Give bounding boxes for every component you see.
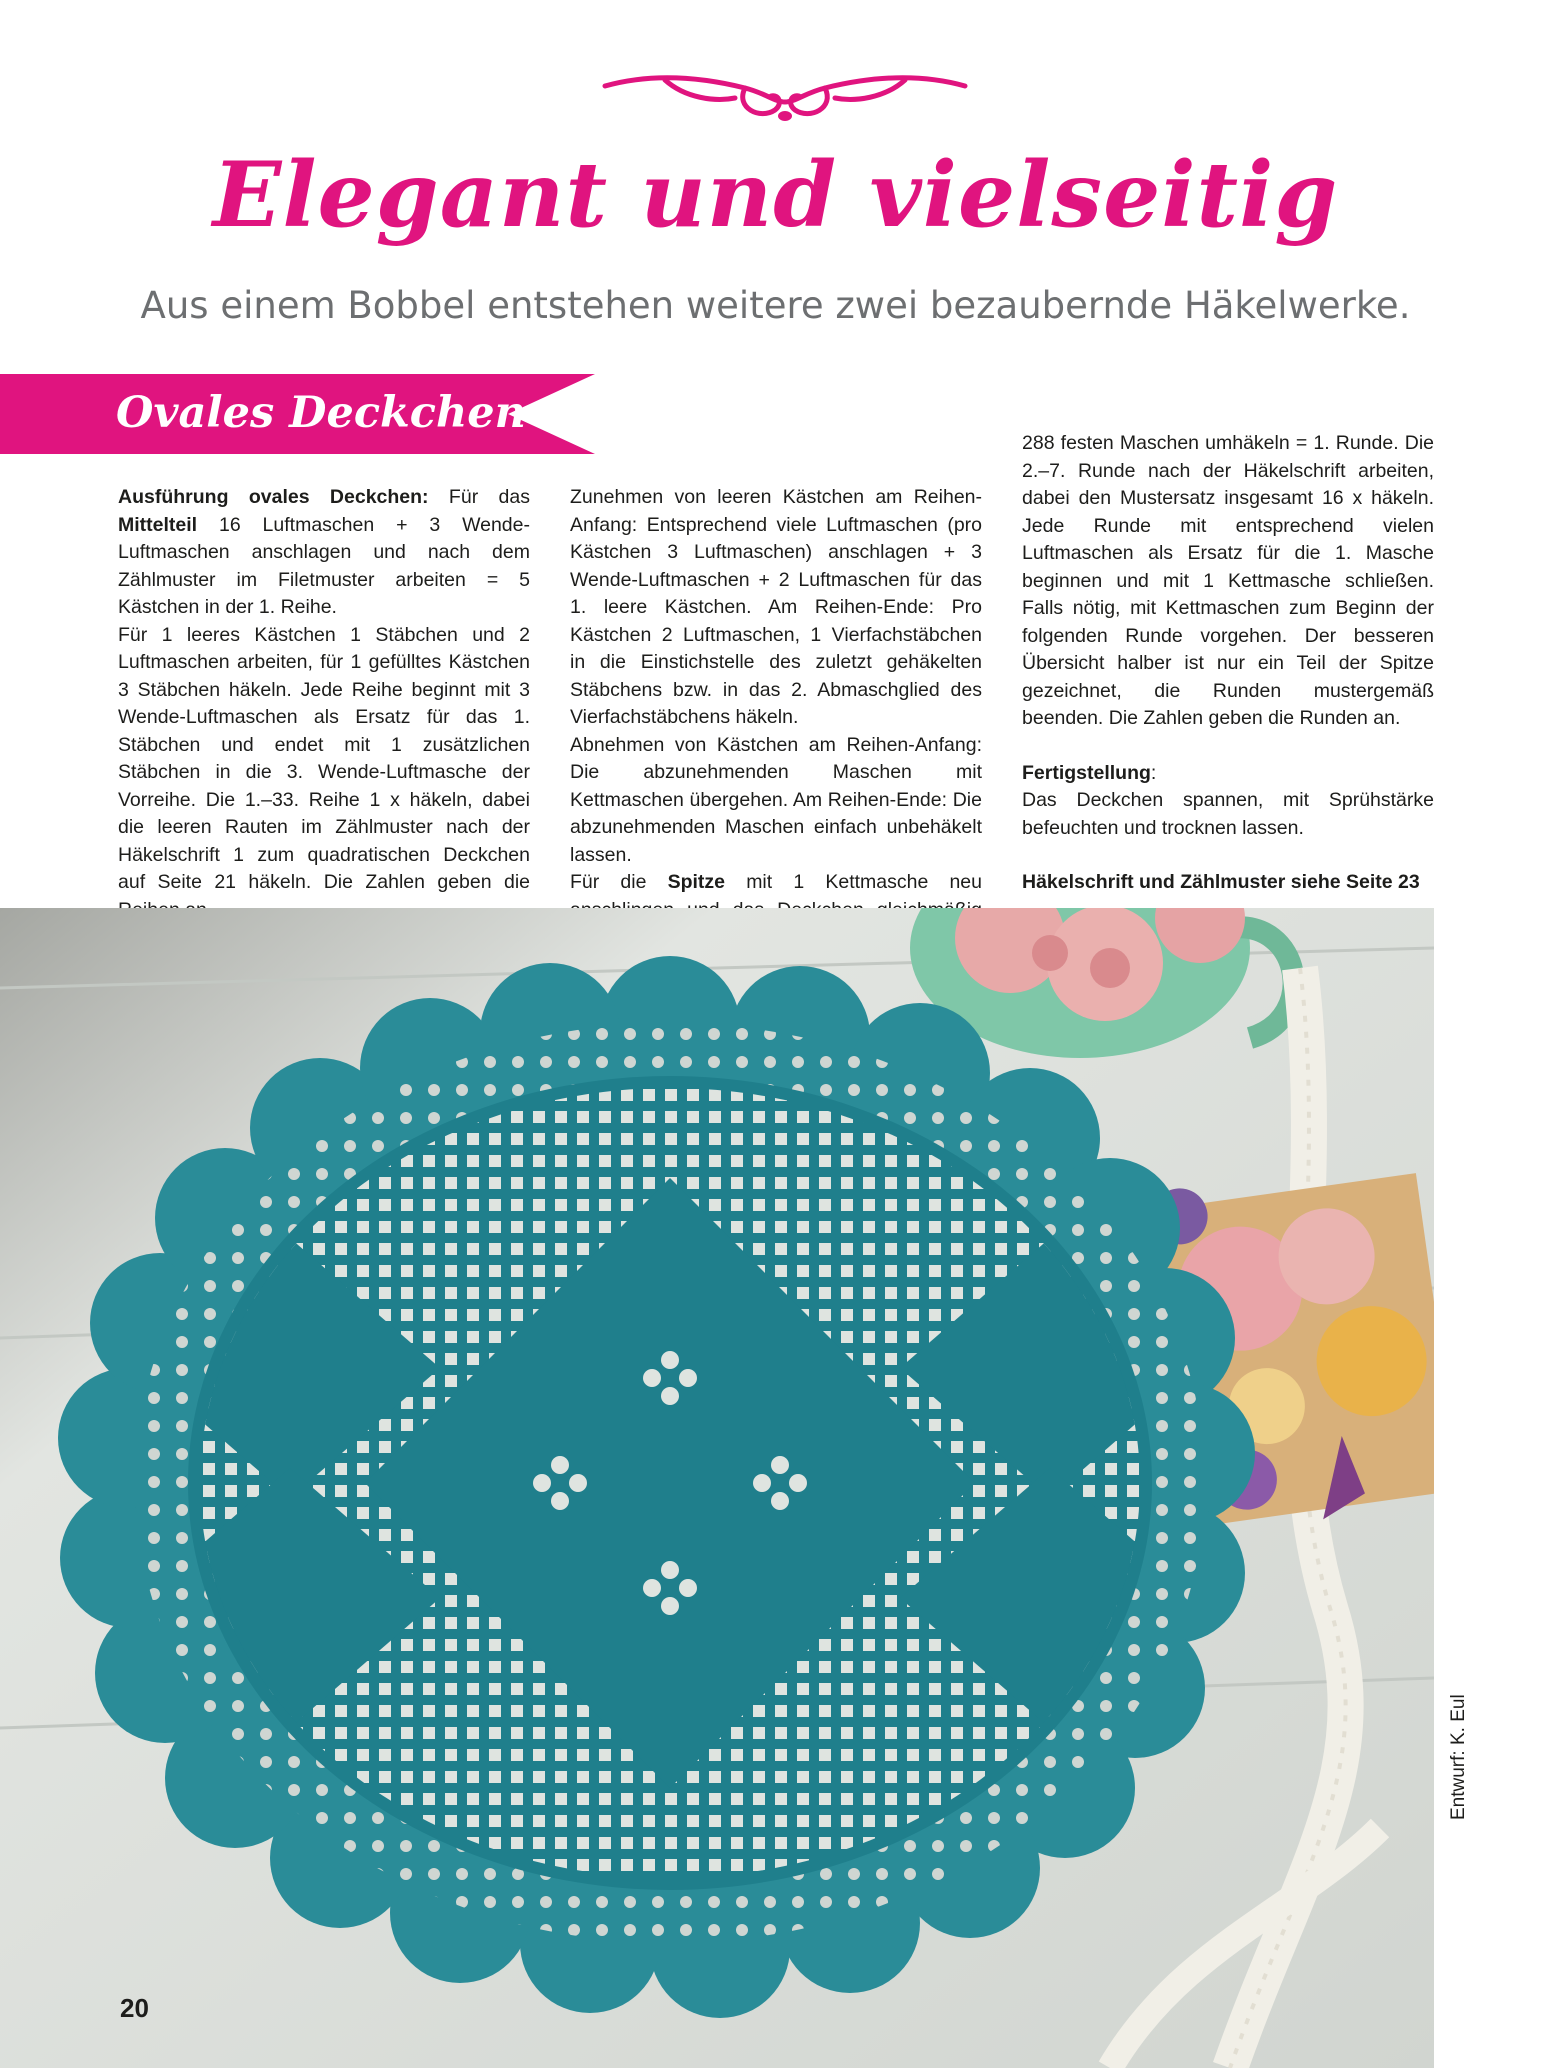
page-title: Elegant und vielseitig [212,142,1339,248]
paragraph: Zunehmen von leeren Kästchen am Reihen-Anfang: Entsprechend viele Luftmaschen (pro Kästchen 3 Luftmaschen) anschlagen + 3 Wende-Luftmaschen + 2 Luftmaschen für das 1. leere Kästchen. Am Reihen-Ende: Pro Kästchen 2 Luftmaschen, 1 Vierfachstäbchen in die Einstichstelle des zuletzt gehäkelten Stäbchens bzw. in das 2. Abmaschglied des Vierfachstäbchens häkeln. [570,486,982,728]
page-number: 20 [120,1993,149,2023]
paragraph-intro: Ausführung ovales Deckchen: Für das Mittelteil 16 Luftmaschen + 3 Wende-Luftmaschen anschlagen und nach dem Zählmuster im Filetmuster arbeiten = 5 Kästchen in der 1. Reihe. [118,486,530,618]
section-title: Ovales Deckchen [116,388,526,438]
lead-heading: Ausführung ovales Deckchen: [118,486,429,508]
design-credit: Entwurf: K. Eul [1448,1694,1469,1820]
page-subtitle: Aus einem Bobbel entstehen weitere zwei bezaubernde Häkelwerke. [140,284,1411,327]
paragraph: Für die Spitze mit 1 Kettmasche neu [570,871,982,893]
paragraph: Für 1 leeres Kästchen 1 Stäbchen und 2 Luftmaschen arbeiten, für 1 gefülltes Kästchen 3 Stäbchen häkeln. Jede Reihe beginnt mit 3 Wende-Luftmaschen als Ersatz für das 1. Stäbchen und endet mit 1 zusätzlichen Stäbchen in die 3. Wende-Luftmasche der Vorreihe. Die 1.–33. Reihe 1 x häkeln, dabei die leeren Rauten im Zählmuster nach der Häkelschrift 1 zum quadratischen Deckchen auf Seite 21 häkeln. Die Zahlen geben die [118,623,530,893]
paragraph-heading: Fertigstellung: [1022,761,1157,784]
text-column-3 [1022,430,1434,897]
doily-photo-illustration [0,908,1434,2068]
paragraph: Das Deckchen spannen, mit Sprühstärke befeuchten und trocknen lassen. [1022,789,1434,839]
paragraph-reference: Häkelschrift und Zählmuster siehe Seite 23 [1022,871,1420,893]
text-column-1 [118,484,530,924]
doily-photo [0,908,1434,2068]
paragraph: Abnehmen von Kästchen am Reihen-Anfang: Die abzunehmenden Maschen mit Kettmaschen übergehen. Am Reihen-Ende: Die abzunehmenden Maschen einfach unbehäkelt lassen. [570,733,982,866]
text-column-2 [570,484,982,952]
swirl-ornament-icon [595,68,975,130]
paragraph: 288 festen Maschen umhäkeln = 1. Runde. Die 2.–7. Runde nach der Häkelschrift arbeiten, dabei den Mustersatz insgesamt 16 x häkeln. Jede Runde mit entsprechend vielen Luftmaschen als Ersatz für die 1. Masche beginnen und mit 1 Kettmasche schließen. Falls nötig, mit Kettmaschen zum Beginn der folgenden Runde vorgehen. Der besseren Übersicht halber ist nur ein Teil der Spitze gezeichnet, die Runden mustergemäß beenden. Die Zahlen geben die Runden an. [1022,432,1434,729]
